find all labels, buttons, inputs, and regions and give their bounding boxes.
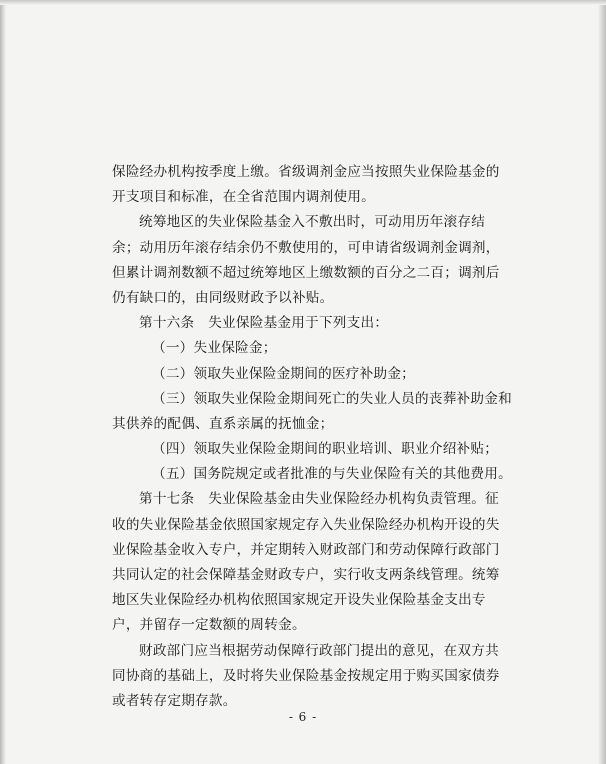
text-line: 户，并留存一定数额的周转金。: [112, 617, 306, 634]
text-line: （四）领取失业保险金期间的职业培训、职业介绍补贴；: [152, 441, 499, 458]
text-line: 第十六条 失业保险基金用于下列支出：: [139, 315, 389, 332]
text-line: 财政部门应当根据劳动保障行政部门提出的意见，在双方共: [139, 642, 499, 659]
scan-edge-top: [0, 0, 606, 5]
text-line: 业保险基金收入专户，并定期转入财政部门和劳动保障行政部门: [112, 541, 500, 558]
text-line: （一）失业保险金；: [152, 340, 277, 357]
scan-edge-left: [0, 0, 6, 764]
text-line: 收的失业保险基金依照国家规定存入失业保险经办机构开设的失: [112, 516, 500, 533]
text-line: 但累计调剂数额不超过统筹地区上缴数额的百分之二百；调剂后: [112, 264, 500, 281]
text-line: 共同认定的社会保障基金财政专户，实行收支两条线管理。统筹: [112, 567, 500, 583]
text-line: 仍有缺口的，由同级财政予以补贴。: [112, 289, 334, 306]
page-number: - 6 -: [288, 710, 318, 724]
text-line: 其供养的配偶、直系亲属的抚恤金；: [112, 415, 334, 432]
text-line: 同协商的基础上，及时将失业保险基金按规定用于购买国家债券: [112, 667, 500, 684]
text-line: 开支项目和标准，在全省范围内调剂使用。: [112, 189, 376, 206]
scan-edge-right: [598, 0, 606, 764]
text-line: （二）领取失业保险金期间的医疗补助金；: [152, 365, 416, 382]
document-body: [112, 160, 520, 714]
text-line: 保险经办机构按季度上缴。省级调剂金应当按照失业保险基金的: [112, 164, 500, 180]
text-line: （三）领取失业保险金期间死亡的失业人员的丧葬补助金和: [152, 390, 512, 407]
text-line: 余；动用历年滚存结余仍不敷使用的，可申请省级调剂金调剂，: [112, 239, 500, 256]
text-line: 统筹地区的失业保险基金入不敷出时，可动用历年滚存结: [139, 214, 486, 231]
text-line: 或者转存定期存款。: [112, 692, 237, 709]
text-line: 第十七条 失业保险基金由失业保险经办机构负责管理。征: [139, 491, 499, 508]
text-line: （五）国务院规定或者批准的与失业保险有关的其他费用。: [152, 466, 512, 483]
text-line: 地区失业保险经办机构依照国家规定开设失业保险基金支出专: [112, 592, 486, 609]
